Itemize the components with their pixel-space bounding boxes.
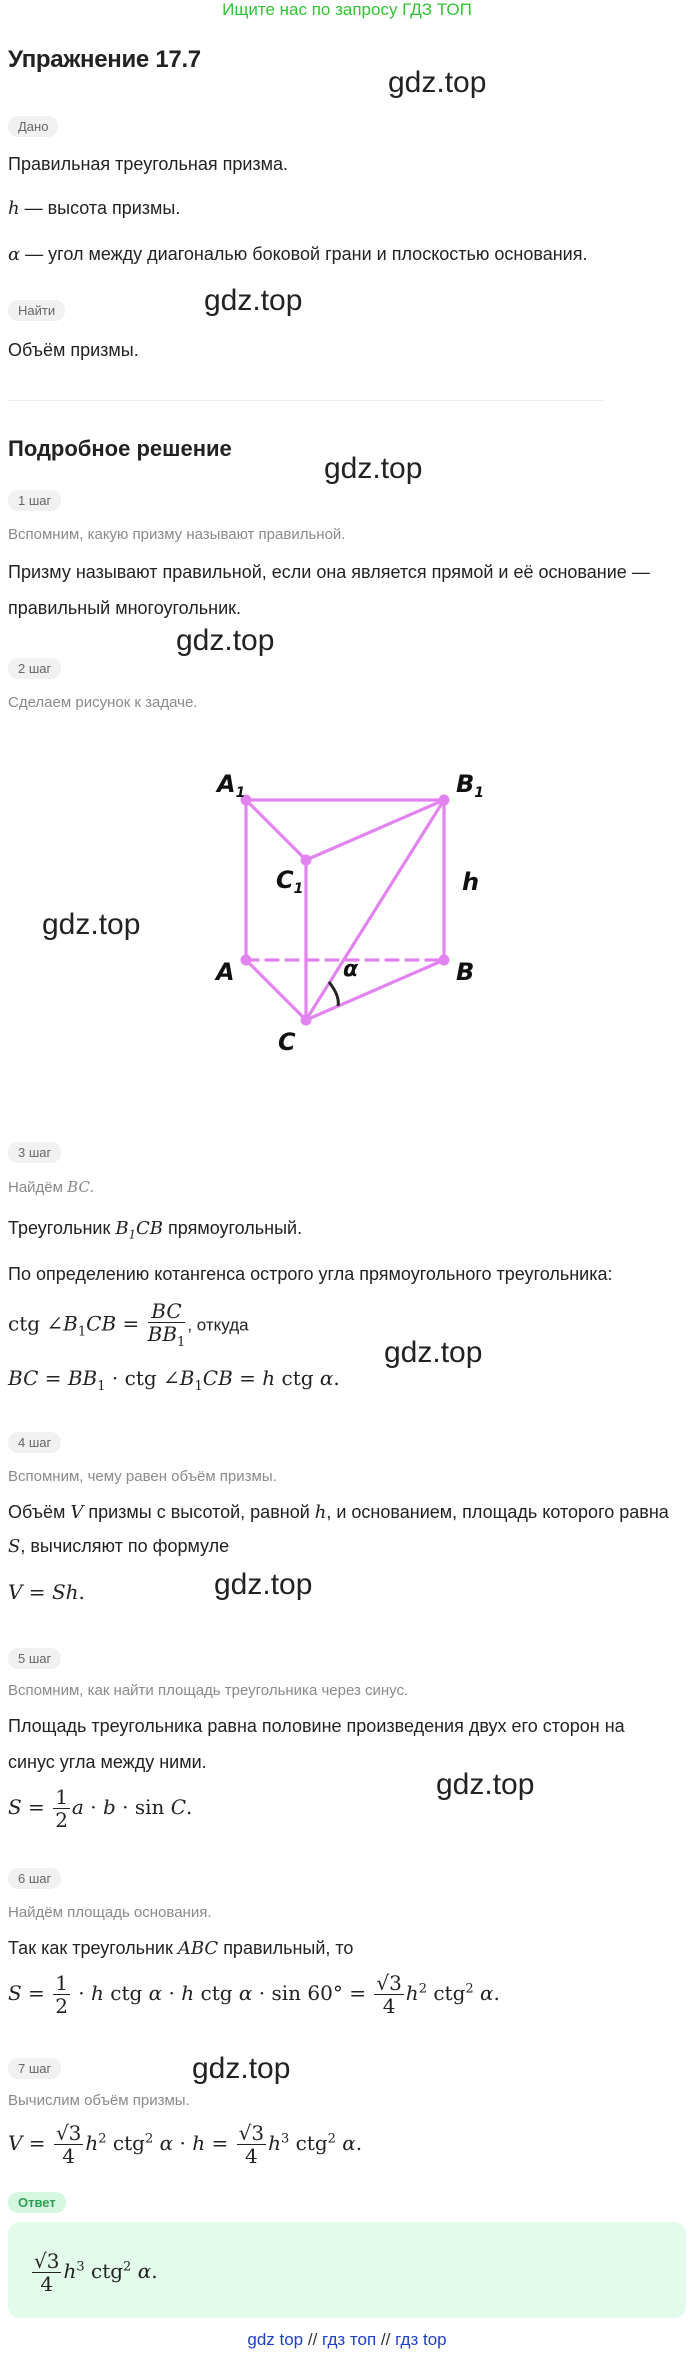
step-text: синус угла между ними. <box>8 1752 207 1772</box>
top-banner: Ищите нас по запросу ГДЗ ТОП <box>222 0 472 19</box>
formula-bc: BC = $BB_1$ · ctg $\angle B_1CB = h$ ctg α. <box>8 1366 340 1394</box>
answer-formula: $\frac{√3}{4}$ $h^3$ ctg$^2$ α. <box>34 2249 158 2296</box>
var-h: h <box>8 198 20 219</box>
divider <box>8 400 604 401</box>
given-line-3: α — угол между диагональю боковой грани и плоскостью основания. <box>8 244 588 265</box>
step-badge: 2 шаг <box>8 658 61 679</box>
step-text: S, вычисляют по формуле <box>8 1536 230 1557</box>
formula-base-area: S = $\frac{1}{2}$ · h ctg α · h ctg α · sin 60° = $\frac{√3}{4}$ $h^2$ ctg$^2$ α. <box>8 1971 500 2018</box>
formula-final-volume: V = $\frac{√3}{4}$ $h^2$ ctg$^2$ α · h = $\frac{√3}{4}$ $h^3$ ctg$^2$ α. <box>8 2121 363 2168</box>
label-b: B <box>456 958 475 986</box>
watermark: gdz.top <box>384 1336 483 1369</box>
step-hint: Сделаем рисунок к задаче. <box>8 694 198 711</box>
step-text: правильный многоугольник. <box>8 598 242 618</box>
step-badge: 5 шаг <box>8 1648 61 1669</box>
step-hint: Вспомним, какую призму называют правильной. <box>8 526 346 543</box>
var-alpha: α <box>8 244 21 265</box>
diagonal-cb1 <box>306 800 444 1020</box>
step-hint: Найдём площадь основания. <box>8 1904 212 1921</box>
solution-title: Подробное решение <box>8 436 232 461</box>
watermark: gdz.top <box>214 1568 313 1601</box>
step-text: Так как треугольник ABC правильный, то <box>8 1938 354 1959</box>
edge-a1c1 <box>246 800 306 860</box>
vertex-b1 <box>439 795 450 806</box>
footer-separator: // <box>380 2330 391 2349</box>
step-badge: 3 шаг <box>8 1142 61 1163</box>
step-badge: 7 шаг <box>8 2058 61 2079</box>
step-text: Треугольник $B_1CB$ прямоугольный. <box>8 1218 303 1242</box>
given-line-2: h — высота призмы. <box>8 198 181 219</box>
vertex-b <box>439 955 450 966</box>
label-h: h <box>462 868 480 896</box>
step-badge: 1 шаг <box>8 490 61 511</box>
label-c: C <box>278 1028 296 1056</box>
footer-separator: // <box>307 2330 318 2349</box>
label-a: A <box>216 958 235 986</box>
given-badge: Дано <box>8 116 58 137</box>
watermark: gdz.top <box>324 452 423 485</box>
step-hint: Вычислим объём призмы. <box>8 2092 190 2109</box>
footer-link-gdz-top[interactable]: gdz top <box>247 2330 304 2349</box>
footer-link-gdz-top-mixed[interactable]: гдз top <box>395 2330 447 2349</box>
angle-arc <box>329 982 338 1006</box>
step-hint: Вспомним, как найти площадь треугольника через синус. <box>8 1682 409 1699</box>
vertex-c <box>301 1015 312 1026</box>
answer-badge: Ответ <box>8 2192 66 2213</box>
watermark: gdz.top <box>192 2052 291 2085</box>
step-badge: 4 шаг <box>8 1432 61 1453</box>
watermark: gdz.top <box>42 908 141 941</box>
page-title: Упражнение 17.7 <box>8 46 201 73</box>
step-hint: Вспомним, чему равен объём призмы. <box>8 1468 277 1485</box>
find-badge: Найти <box>8 300 65 321</box>
vertex-a <box>241 955 252 966</box>
edge-ac <box>246 960 306 1020</box>
step-text: Площадь треугольника равна половине произведения двух его сторон на <box>8 1716 625 1736</box>
step-hint: Найдём BC. <box>8 1178 95 1196</box>
prism-figure <box>180 750 520 1080</box>
label-b1: $B_1$ <box>456 770 485 801</box>
formula-ctg: ctg $\angle B_1CB$ = $\frac{BC}{BB_1}$ , откуда <box>8 1299 249 1350</box>
step-badge: 6 шаг <box>8 1868 61 1889</box>
step-text: Призму называют правильной, если она является прямой и её основание — <box>8 562 650 582</box>
vertex-c1 <box>301 855 312 866</box>
formula-volume: V = Sh. <box>8 1580 85 1604</box>
label-c1: $C_1$ <box>276 866 304 897</box>
footer-link-gdz-top-ru[interactable]: гдз топ <box>322 2330 377 2349</box>
watermark: gdz.top <box>436 1768 535 1801</box>
watermark: gdz.top <box>204 284 303 317</box>
watermark: gdz.top <box>388 66 487 99</box>
watermark: gdz.top <box>176 624 275 657</box>
step-text: Объём V призмы с высотой, равной h, и основанием, площадь которого равна <box>8 1502 669 1523</box>
given-line-1: Правильная треугольная призма. <box>8 154 289 174</box>
find-line: Объём призмы. <box>8 340 139 360</box>
step-text: По определению котангенса острого угла прямоугольного треугольника: <box>8 1264 613 1284</box>
formula-area-sin: S = $\frac{1}{2}$ a · b · sin C. <box>8 1785 193 1832</box>
label-alpha: α <box>343 957 359 982</box>
footer-links <box>0 2330 694 2350</box>
label-a1: $A_1$ <box>217 770 246 801</box>
